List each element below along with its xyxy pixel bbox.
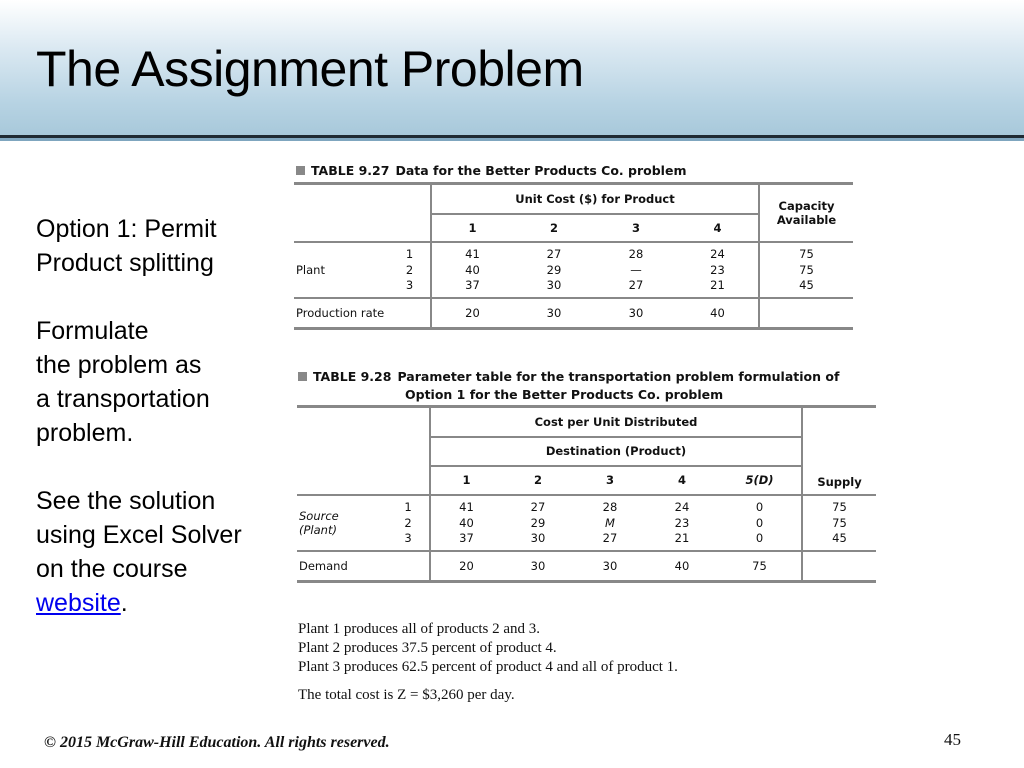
source-label-line-1: Source [299,508,339,523]
formulate-line-1: Formulate [36,317,149,345]
capacity-cell: 75 [759,242,853,262]
cost-per-unit-header: Cost per Unit Distributed [430,407,802,437]
source-3: 3 [387,531,430,551]
website-link[interactable]: website [36,589,121,617]
capacity-cell: 45 [759,278,853,298]
cost-cell: 40 [459,515,474,530]
source-label-line-2: (Plant) [299,522,337,537]
option-line-1: Option 1: Permit [36,215,217,243]
left-text-block [36,212,286,654]
plant-1: 1 [389,242,431,262]
capacity-cell: 75 [759,262,853,278]
table-9-27 [294,182,853,330]
formulate-line-3: a transportation [36,385,210,413]
production-rate-label: Production rate [294,298,431,329]
table-title-line-1: Parameter table for the transportation problem formulation of [397,369,840,384]
cost-cell: 37 [465,278,480,292]
supply-cell: 75 [802,515,876,531]
period: . [120,589,128,617]
cost-cell: 30 [546,278,562,292]
formulate-line-2: the problem as [36,351,202,379]
demand-cell: 40 [674,558,690,573]
rate-cell: 30 [628,305,644,320]
capacity-header-line-2: Available [776,212,837,227]
product-header-2: 2 [549,220,558,235]
cost-cell: 0 [755,531,764,545]
destination-header-4: 4 [677,473,686,487]
copyright-footer: © 2015 McGraw-Hill Education. All rights reserved. [44,734,390,751]
cost-cell: 0 [755,500,764,514]
cost-cell: 27 [546,247,562,261]
solution-line: Plant 2 produces 37.5 percent of product 4. [298,640,557,656]
page-number: 45 [944,730,961,749]
header-rule-accent [0,138,1024,141]
demand-label: Demand [297,551,430,582]
supply-cell: 75 [802,495,876,515]
source-label [297,495,387,551]
cost-cell: M [605,515,615,530]
unit-cost-header: Unit Cost ($) for Product [431,184,759,214]
cost-cell: 27 [530,500,546,514]
cost-cell: 37 [459,531,474,545]
destination-header-dummy: 5(D) [745,473,774,487]
table-9-28-caption [298,368,839,404]
destination-header-1: 1 [462,473,471,487]
cost-cell: 21 [710,278,725,292]
supply-cell: 45 [802,531,876,551]
solution-line-1: See the solution [36,487,216,515]
cost-cell: 29 [546,262,562,277]
formulate-line-4: problem. [36,419,134,447]
rate-cell: 20 [465,305,480,320]
product-header-4: 4 [713,220,722,235]
table-title: Data for the Better Products Co. problem [395,163,687,178]
cost-cell: 24 [674,500,690,514]
option-line-2: Product splitting [36,249,214,277]
plant-2: 2 [389,262,431,278]
capacity-header-line-1: Capacity [778,198,835,213]
demand-cell: 30 [530,558,546,573]
rate-cell: 40 [710,305,725,320]
cost-cell: 41 [465,247,480,261]
solution-line-3: on the course [36,555,188,583]
cost-cell: 23 [674,515,690,530]
destination-header-3: 3 [605,473,614,487]
product-header-3: 3 [631,220,640,235]
solution-text [298,620,678,705]
cost-cell: 28 [602,500,618,514]
cost-cell: 0 [755,515,764,530]
cost-cell: 23 [710,262,725,277]
source-1: 1 [387,495,430,515]
cost-cell: 27 [628,278,644,292]
option-paragraph [36,212,286,280]
cost-cell: 40 [465,262,480,277]
plant-3: 3 [389,278,431,298]
bullet-square-icon [296,166,305,175]
source-2: 2 [387,515,430,531]
supply-header: Supply [802,407,876,495]
cost-cell: 28 [628,247,644,261]
plant-label: Plant [296,262,325,277]
cost-cell: 30 [530,531,546,545]
destination-header: Destination (Product) [430,437,802,466]
table-9-28 [297,405,876,583]
cost-cell: 29 [530,515,546,530]
solution-line: Plant 1 produces all of products 2 and 3. [298,621,541,637]
formulate-paragraph [36,314,286,450]
product-header-1: 1 [468,220,477,235]
cost-cell: 21 [674,531,690,545]
capacity-header [759,184,853,242]
demand-cell: 30 [602,558,618,573]
solution-paragraph [36,484,286,620]
cost-cell: 41 [459,500,474,514]
solution-line: Plant 3 produces 62.5 percent of product 4 and all of product 1. [298,659,678,675]
demand-cell: 20 [459,558,474,573]
table-title-line-2: Option 1 for the Better Products Co. problem [405,387,724,402]
cost-cell: 24 [710,247,725,261]
rate-cell: 30 [546,305,562,320]
table-9-27-caption [296,163,686,178]
total-cost: The total cost is Z = $3,260 per day. [298,687,515,703]
demand-cell: 75 [752,558,767,573]
table-number: TABLE 9.27 [311,163,390,178]
destination-header-2: 2 [533,473,542,487]
cost-cell: 27 [602,531,618,545]
cost-cell: — [630,262,642,277]
solution-line-2: using Excel Solver [36,521,242,549]
table-number: TABLE 9.28 [313,369,392,384]
slide-title: The Assignment Problem [36,41,584,97]
bullet-square-icon [298,372,307,381]
